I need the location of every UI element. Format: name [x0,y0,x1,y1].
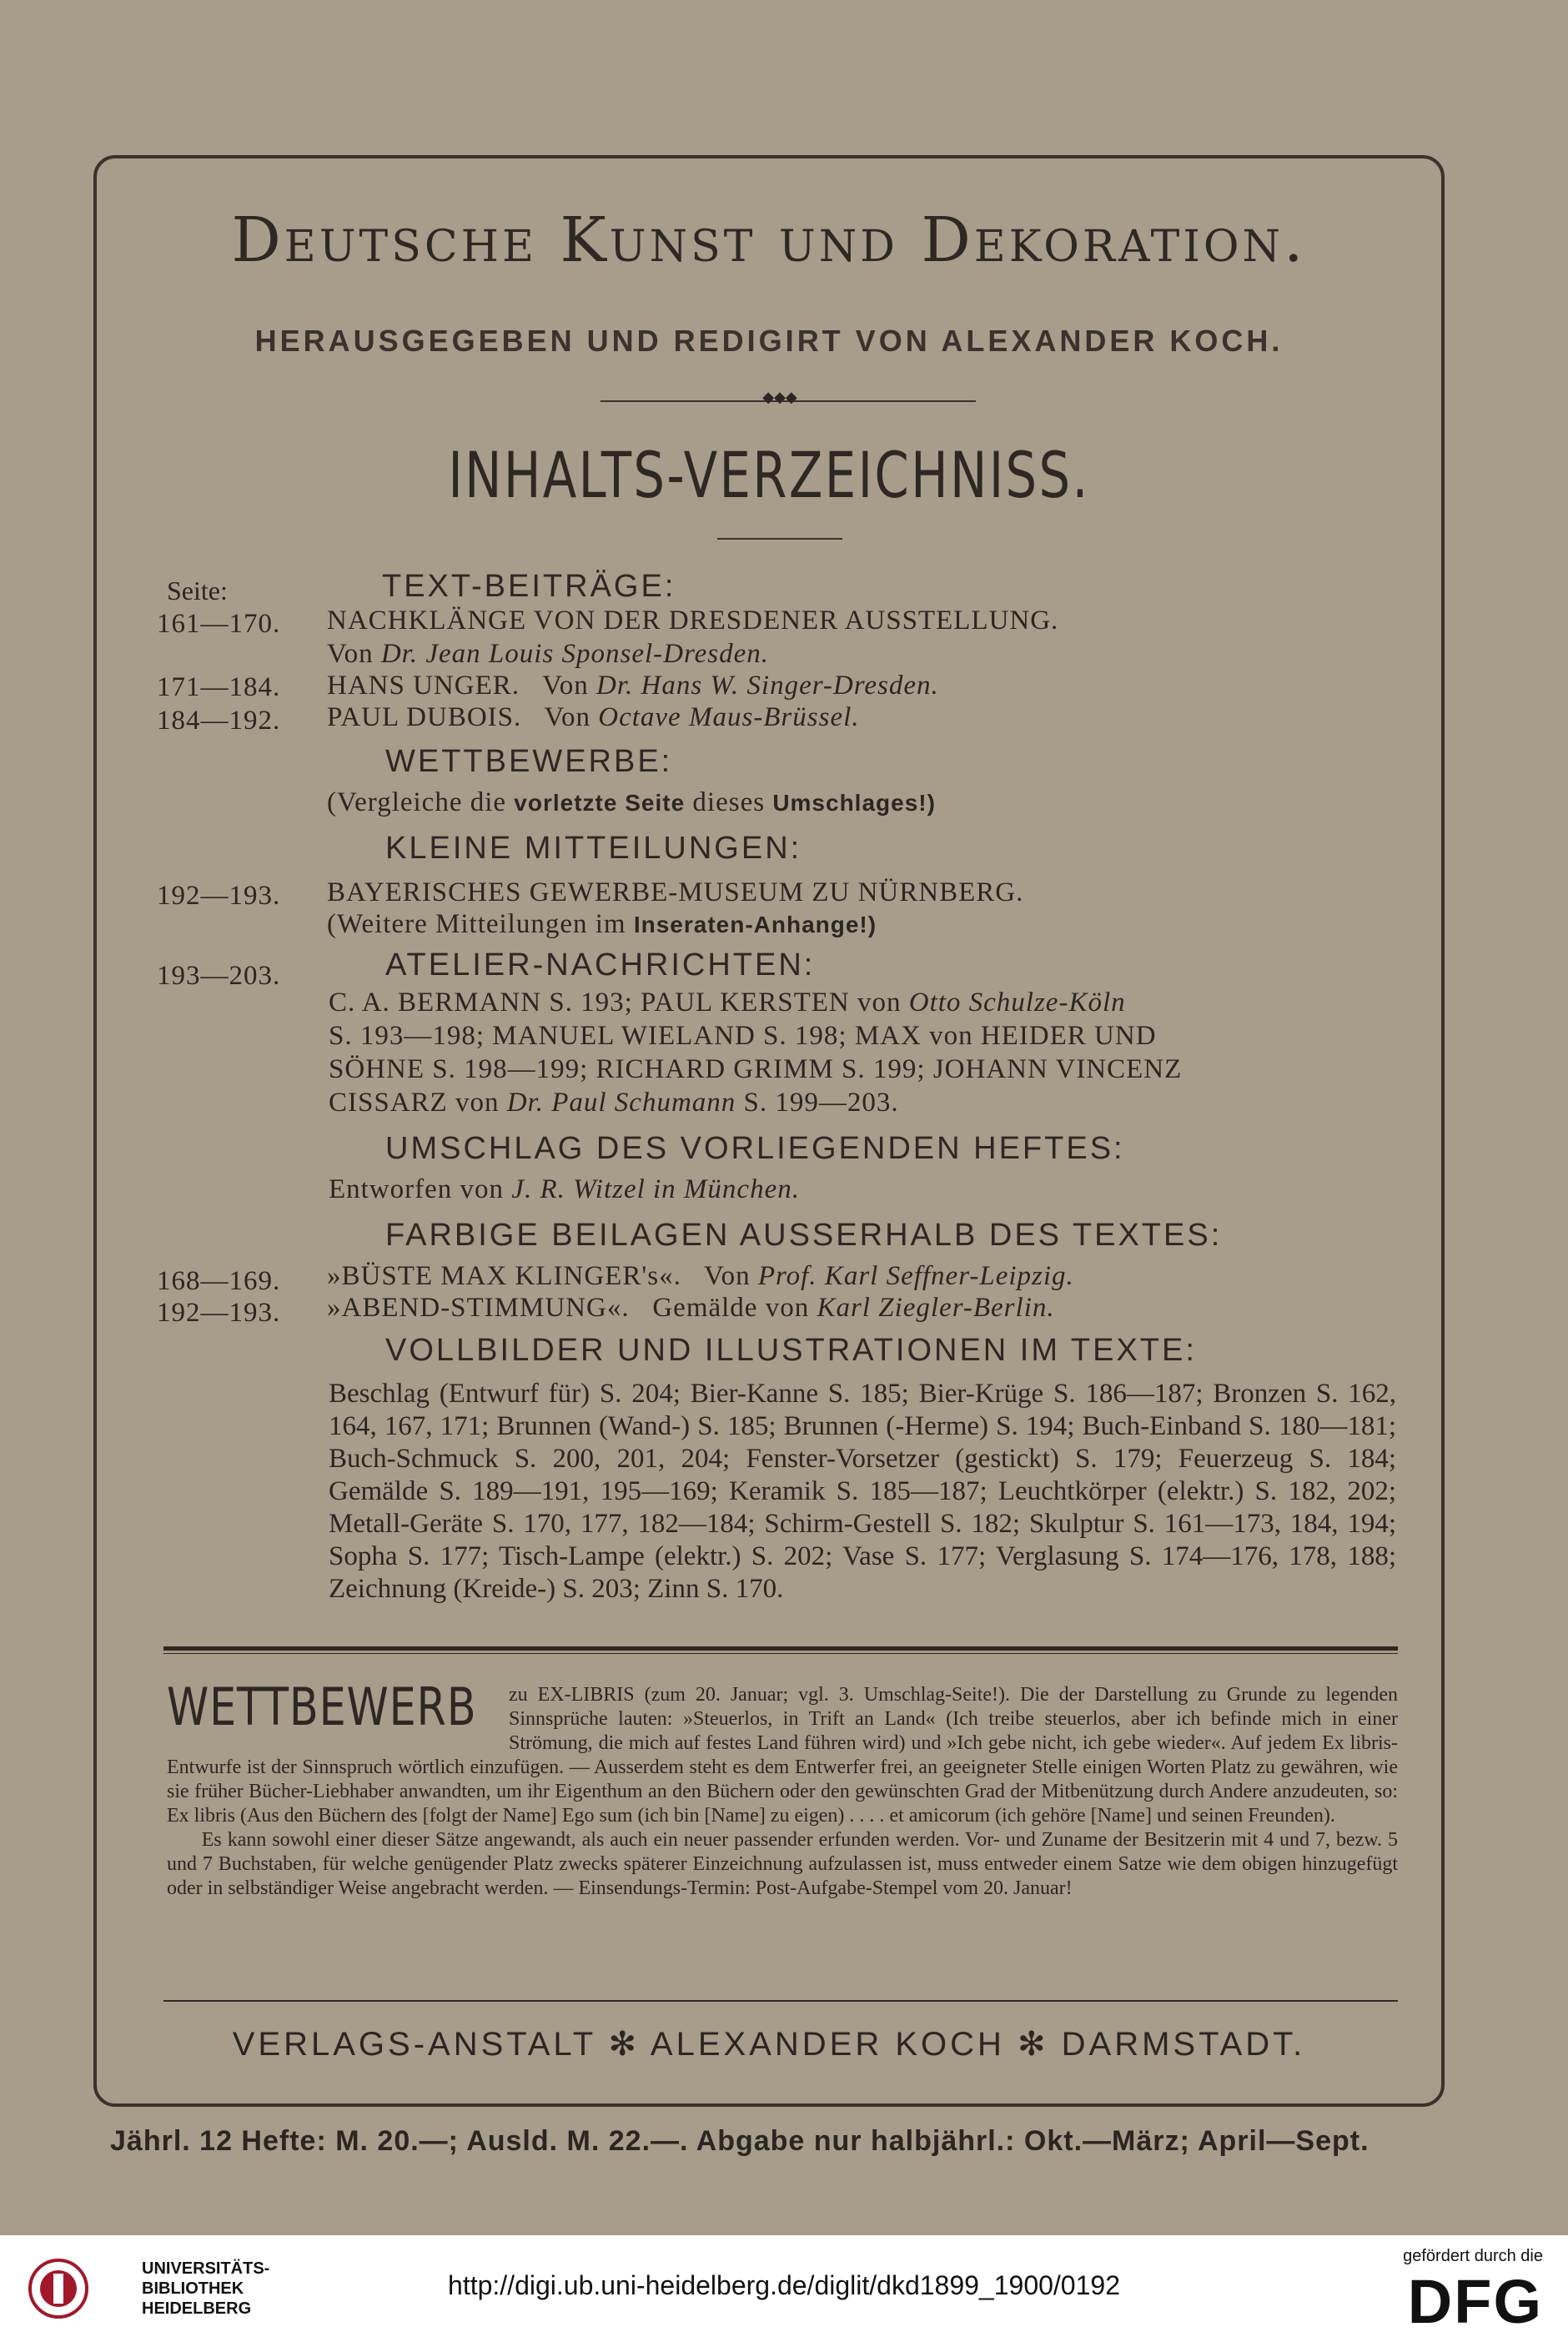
ornament-divider-center: ◆◆◆ [762,389,797,405]
toc-entry [327,671,939,701]
note-emphasis: Inseraten-Anhange!) [633,912,877,937]
section-heading-vollbilder: VOLLBILDER UND ILLUSTRATIONEN IM TEXTE: [385,1333,1197,1368]
toc-entry-title: NACHKLÄNGE VON DER DRESDENER AUSSTELLUNG. [327,606,1059,636]
toc-entry-pages: 184—192. [157,706,281,736]
byline-prefix: Von [327,639,374,669]
author: Dr. Jean Louis Sponsel-Dresden. [380,639,769,669]
section-heading-farbige-beilagen: FARBIGE BEILAGEN AUSSERHALB DES TEXTES: [385,1218,1223,1253]
toc-entry-pages: 161—170. [157,609,281,639]
byline-prefix: Von [544,702,591,732]
university-name-line: UNIVERSITÄTS- [142,2259,270,2278]
price-line: Jährl. 12 Hefte: M. 20.—; Ausld. M. 22.—. Abgabe nur halbjährl.: Okt.—März; April—Sept. [110,2125,1369,2157]
byline-prefix: Von [704,1261,751,1291]
toc-heading: INHALTS-VERZEICHNISS. [448,438,1090,512]
dfg-logo: DFG [1407,2267,1543,2336]
toc-entry-title: »ABEND-STIMMUNG«. [327,1293,630,1323]
university-name-line: BIBLIOTHEK [142,2279,244,2298]
section-heading-text-beitraege: TEXT-BEITRÄGE: [382,569,676,604]
wettbewerb-heading: WETTBEWERB [167,1676,477,1737]
section-heading-atelier: ATELIER-NACHRICHTEN: [385,947,816,983]
author: Octave Maus-Brüssel. [598,702,860,732]
toc-entry-pages: 192—193. [157,881,281,911]
ornament-divider-small [717,538,842,540]
note-text: dieses [692,787,766,817]
seite-label: Seite: [167,575,228,606]
atelier-line [329,1088,899,1118]
toc-entry [327,702,860,733]
section-heading-kleine-mitteilungen: KLEINE MITTEILUNGEN: [385,831,802,866]
note-emphasis: Umschlages!) [772,790,936,816]
toc-entry-pages: 171—184. [157,672,281,702]
divider-rule-thin [163,1653,1398,1654]
umschlag-credit [329,1174,800,1205]
toc-entry-pages: 193—203. [157,961,281,991]
toc-entry-title: »BÜSTE MAX KLINGER's«. [327,1261,681,1291]
wettbewerbe-note [327,787,936,818]
publisher-line: VERLAGS-ANSTALT ✻ ALEXANDER KOCH ✻ DARMSTADT. [232,2026,1306,2063]
toc-entry [327,1293,1055,1324]
divider-rule [163,2000,1398,2002]
magazine-subtitle: HERAUSGEGEBEN UND REDIGIRT VON ALEXANDER KOCH. [254,324,1284,358]
section-heading-wettbewerbe: WETTBEWERBE: [385,744,673,779]
author: Otto Schulze-Köln [908,988,1126,1018]
atelier-text: S. 199—203. [743,1088,899,1118]
toc-entry-byline [327,639,769,670]
toc-entry-pages: 192—193. [157,1298,281,1328]
author: Dr. Hans W. Singer-Dresden. [596,671,939,701]
wettbewerb-text-2: Es kann sowohl einer dieser Sätze angewandt, als auch ein neuer passender erfunden werden. Vor- und Zuname der Besitzerin mit 4 und 7, bezw. 5 und 7 Buchstaben, für welche genügender Platz zwecks späterer Einzeichnung aufzulassen ist, muss entweder einem Satze wie dem obigen hinzugefügt oder in selbständiger Weise angebracht werden. — Einsendungs-Termin: Post-Aufgabe-Stempel vom 20. Januar! [167,1829,1399,1899]
illustrations-index: Beschlag (Entwurf für) S. 204; Bier-Kanne S. 185; Bier-Krüge S. 186—187; Bronzen S. 162, 164, 167, 171; Brunnen (Wand-) S. 185; Brunnen (-Herme) S. 194; Buch-Einband S. 180—181; Buch-Schmuck S. 200, 201, 204; Fenster-Vorsetzer (gestickt) S. 179; Feuerzeug S. 184; Gemälde S. 189—191, 195—169; Keramik S. 185—187; Leuchtkörper (elektr.) S. 182, 202; Metall-Geräte S. 170, 177, 182—184; Schirm-Gestell S. 182; Skulptur S. 161—173, 184, 194; Sopha S. 177; Tisch-Lampe (elektr.) S. 202; Vase S. 177; Verglasung S. 174—176, 178, 188; Zeichnung (Kreide-) S. 203; Zinn S. 170. [329,1379,1396,1604]
credit-prefix: Entworfen von [329,1174,505,1204]
atelier-line [329,988,1126,1018]
author: J. R. Witzel in München. [511,1174,800,1204]
author: Prof. Karl Seffner-Leipzig. [757,1261,1074,1291]
toc-entry [327,1261,1074,1292]
atelier-text: CISSARZ von [329,1088,500,1118]
kleine-note [327,909,877,940]
divider-rule [163,1646,1398,1651]
magazine-title: Deutsche Kunst und Dekoration. [231,204,1307,276]
toc-entry-pages: 168—169. [157,1266,281,1296]
atelier-text: C. A. BERMANN S. 193; PAUL KERSTEN von [329,988,902,1018]
toc-entry-title: HANS UNGER. [327,671,520,701]
university-name-line: HEIDELBERG [142,2299,252,2318]
toc-entry-title: BAYERISCHES GEWERBE-MUSEUM ZU NÜRNBERG. [327,877,1024,907]
author: Dr. Paul Schumann [506,1088,736,1118]
funding-note: gefördert durch die [1403,2247,1543,2265]
note-text: (Weitere Mitteilungen im [327,909,626,939]
atelier-line: SÖHNE S. 198—199; RICHARD GRIMM S. 199; JOHANN VINCENZ [329,1054,1183,1084]
digitization-footer [0,2235,1568,2342]
byline-prefix: Von [542,671,589,701]
note-text: (Vergleiche die [327,787,507,817]
atelier-line: S. 193—198; MANUEL WIELAND S. 198; MAX von HEIDER UND [329,1021,1157,1051]
wettbewerb-text: zu EX-LIBRIS (zum 20. Januar; vgl. 3. Umschlag-Seite!). Die der Darstellung zu Grunde zu legenden Sinnsprüche lauten: »Steuerlos, in Trift an Land« (Ich treibe steuerlos, aber ich befinde mich in einer Strömung, die mich auf festes Land führen wird) und »Ich gebe nicht, ich gebe wieder«. Auf jedem Ex libris-Entwurfe ist der Sinnspruch wörtlich einzufügen. — Ausserdem steht es dem Entwerfer frei, an geeigneter Stelle einigen Worten Platz zu gewähren, wie sie früher Bücher-Liebhaber anwandten, um ihr Eigenthum an den Büchern oder den gewünschten Grad der Mitbenützung durch Andere anzudeuten, so: Ex libris (Aus den Büchern des [folgt der Name] Ego sum (ich bin [Name] zu eigen) . . . . et amicorum (ich gehöre [Name] und seinen Freunden). [167,1684,1398,1827]
toc-entry-title: PAUL DUBOIS. [327,702,522,732]
byline-prefix: Gemälde von [652,1293,810,1323]
source-url[interactable]: http://digi.ub.uni-heidelberg.de/diglit/dkd1899_1900/0192 [448,2270,1120,2300]
note-emphasis: vorletzte Seite [514,790,686,816]
section-heading-umschlag: UMSCHLAG DES VORLIEGENDEN HEFTES: [385,1131,1125,1166]
author: Karl Ziegler-Berlin. [817,1293,1055,1323]
